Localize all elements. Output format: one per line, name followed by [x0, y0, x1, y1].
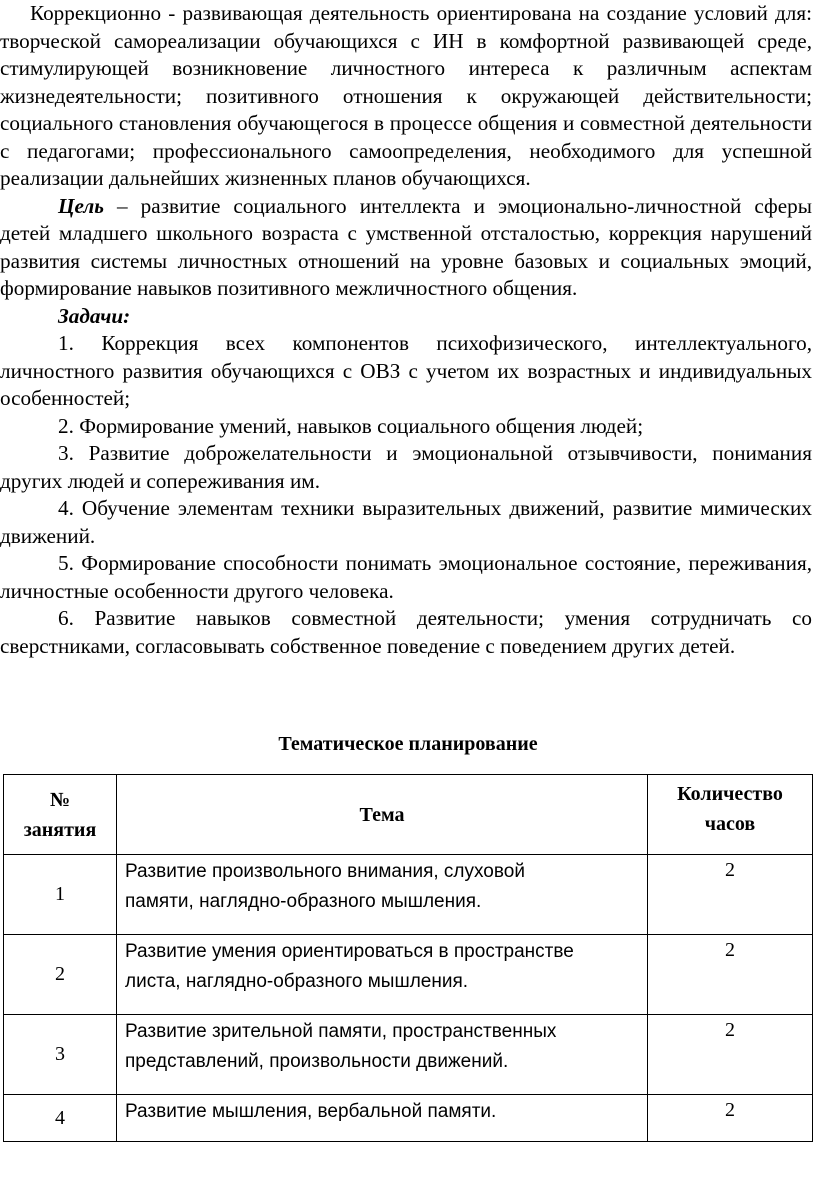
row-number: 3 — [4, 1015, 117, 1095]
row-topic-line1: Развитие зрительной памяти, пространственных — [125, 1021, 557, 1042]
row-hours: 2 — [648, 1095, 813, 1142]
header-topic: Тема — [117, 775, 648, 855]
task-item-4: 4. Обучение элементам техники выразительных движений, развитие мимических движений. — [0, 496, 812, 548]
header-number-line2: занятия — [23, 818, 97, 841]
row-topic — [117, 935, 648, 1015]
header-number — [4, 775, 117, 855]
table-row — [4, 855, 813, 935]
row-hours: 2 — [648, 1015, 813, 1095]
task-item-1: 1. Коррекция всех компонентов психофизического, интеллектуального, личностного развития обучающихся с ОВЗ с учетом их возрастных и индивидуальных особенностей; — [0, 331, 812, 410]
plan-table — [3, 774, 813, 1142]
row-topic-line2: представлений, произвольности движений. — [125, 1051, 509, 1072]
table-row — [4, 1095, 813, 1142]
task-item-6: 6. Развитие навыков совместной деятельности; умения сотрудничать со сверстниками, согласовывать собственное поведение с поведением других детей. — [0, 606, 812, 658]
row-number: 4 — [4, 1095, 117, 1142]
tasks-label: Задачи: — [58, 303, 131, 328]
plan-title: Тематическое планирование — [278, 733, 538, 755]
table-header-row — [4, 775, 813, 855]
header-hours — [648, 775, 813, 855]
task-item-3: 3. Развитие доброжелательности и эмоциональной отзывчивости, понимания других людей и сопереживания им. — [0, 441, 812, 493]
row-topic-line2: памяти, наглядно-образного мышления. — [125, 891, 482, 912]
row-hours: 2 — [648, 935, 813, 1015]
goal-label: Цель — [58, 193, 104, 218]
task-item-2: 2. Формирование умений, навыков социального общения людей; — [58, 413, 644, 438]
row-topic-line1: Развитие произвольного внимания, слуховой — [125, 861, 525, 882]
row-topic — [117, 855, 648, 935]
row-number: 2 — [4, 935, 117, 1015]
goal-paragraph — [0, 193, 812, 303]
row-number: 1 — [4, 855, 117, 935]
row-topic-line1: Развитие мышления, вербальной памяти. — [125, 1101, 497, 1122]
tasks-label-paragraph — [0, 303, 812, 331]
intro-paragraph: Коррекционно - развивающая деятельность ориентирована на создание условий для: творческой самореализации обучающихся с ИН в комфортной развивающей среде, стимулирующей возникновение личностного интереса к различным аспектам жизнедеятельности; позитивного отношения к окружающей действительности; социального становления обучающегося в процессе общения и совместной деятельности с педагогами; профессионального самоопределения, необходимого для успешной реализации дальнейших жизненных планов обучающихся. — [0, 1, 812, 190]
header-number-line1: № — [49, 788, 71, 811]
header-hours-line1: Количество — [677, 783, 783, 805]
goal-text: – развитие социального интеллекта и эмоционально-личностной сферы детей младшего школьного возраста с умственной отсталостью, коррекция нарушений развития системы личностных отношений на уровне базовых и социальных эмоций, формирование навыков позитивного межличностного общения. — [0, 193, 812, 300]
table-row — [4, 935, 813, 1015]
table-row — [4, 1015, 813, 1095]
row-topic — [117, 1095, 648, 1142]
header-hours-line2: часов — [704, 813, 756, 835]
row-hours: 2 — [648, 855, 813, 935]
task-item-5: 5. Формирование способности понимать эмоциональное состояние, переживания, личностные особенности другого человека. — [0, 551, 812, 603]
row-topic — [117, 1015, 648, 1095]
row-topic-line1: Развитие умения ориентироваться в пространстве — [125, 941, 574, 962]
row-topic-line2: листа, наглядно-образного мышления. — [125, 971, 469, 992]
